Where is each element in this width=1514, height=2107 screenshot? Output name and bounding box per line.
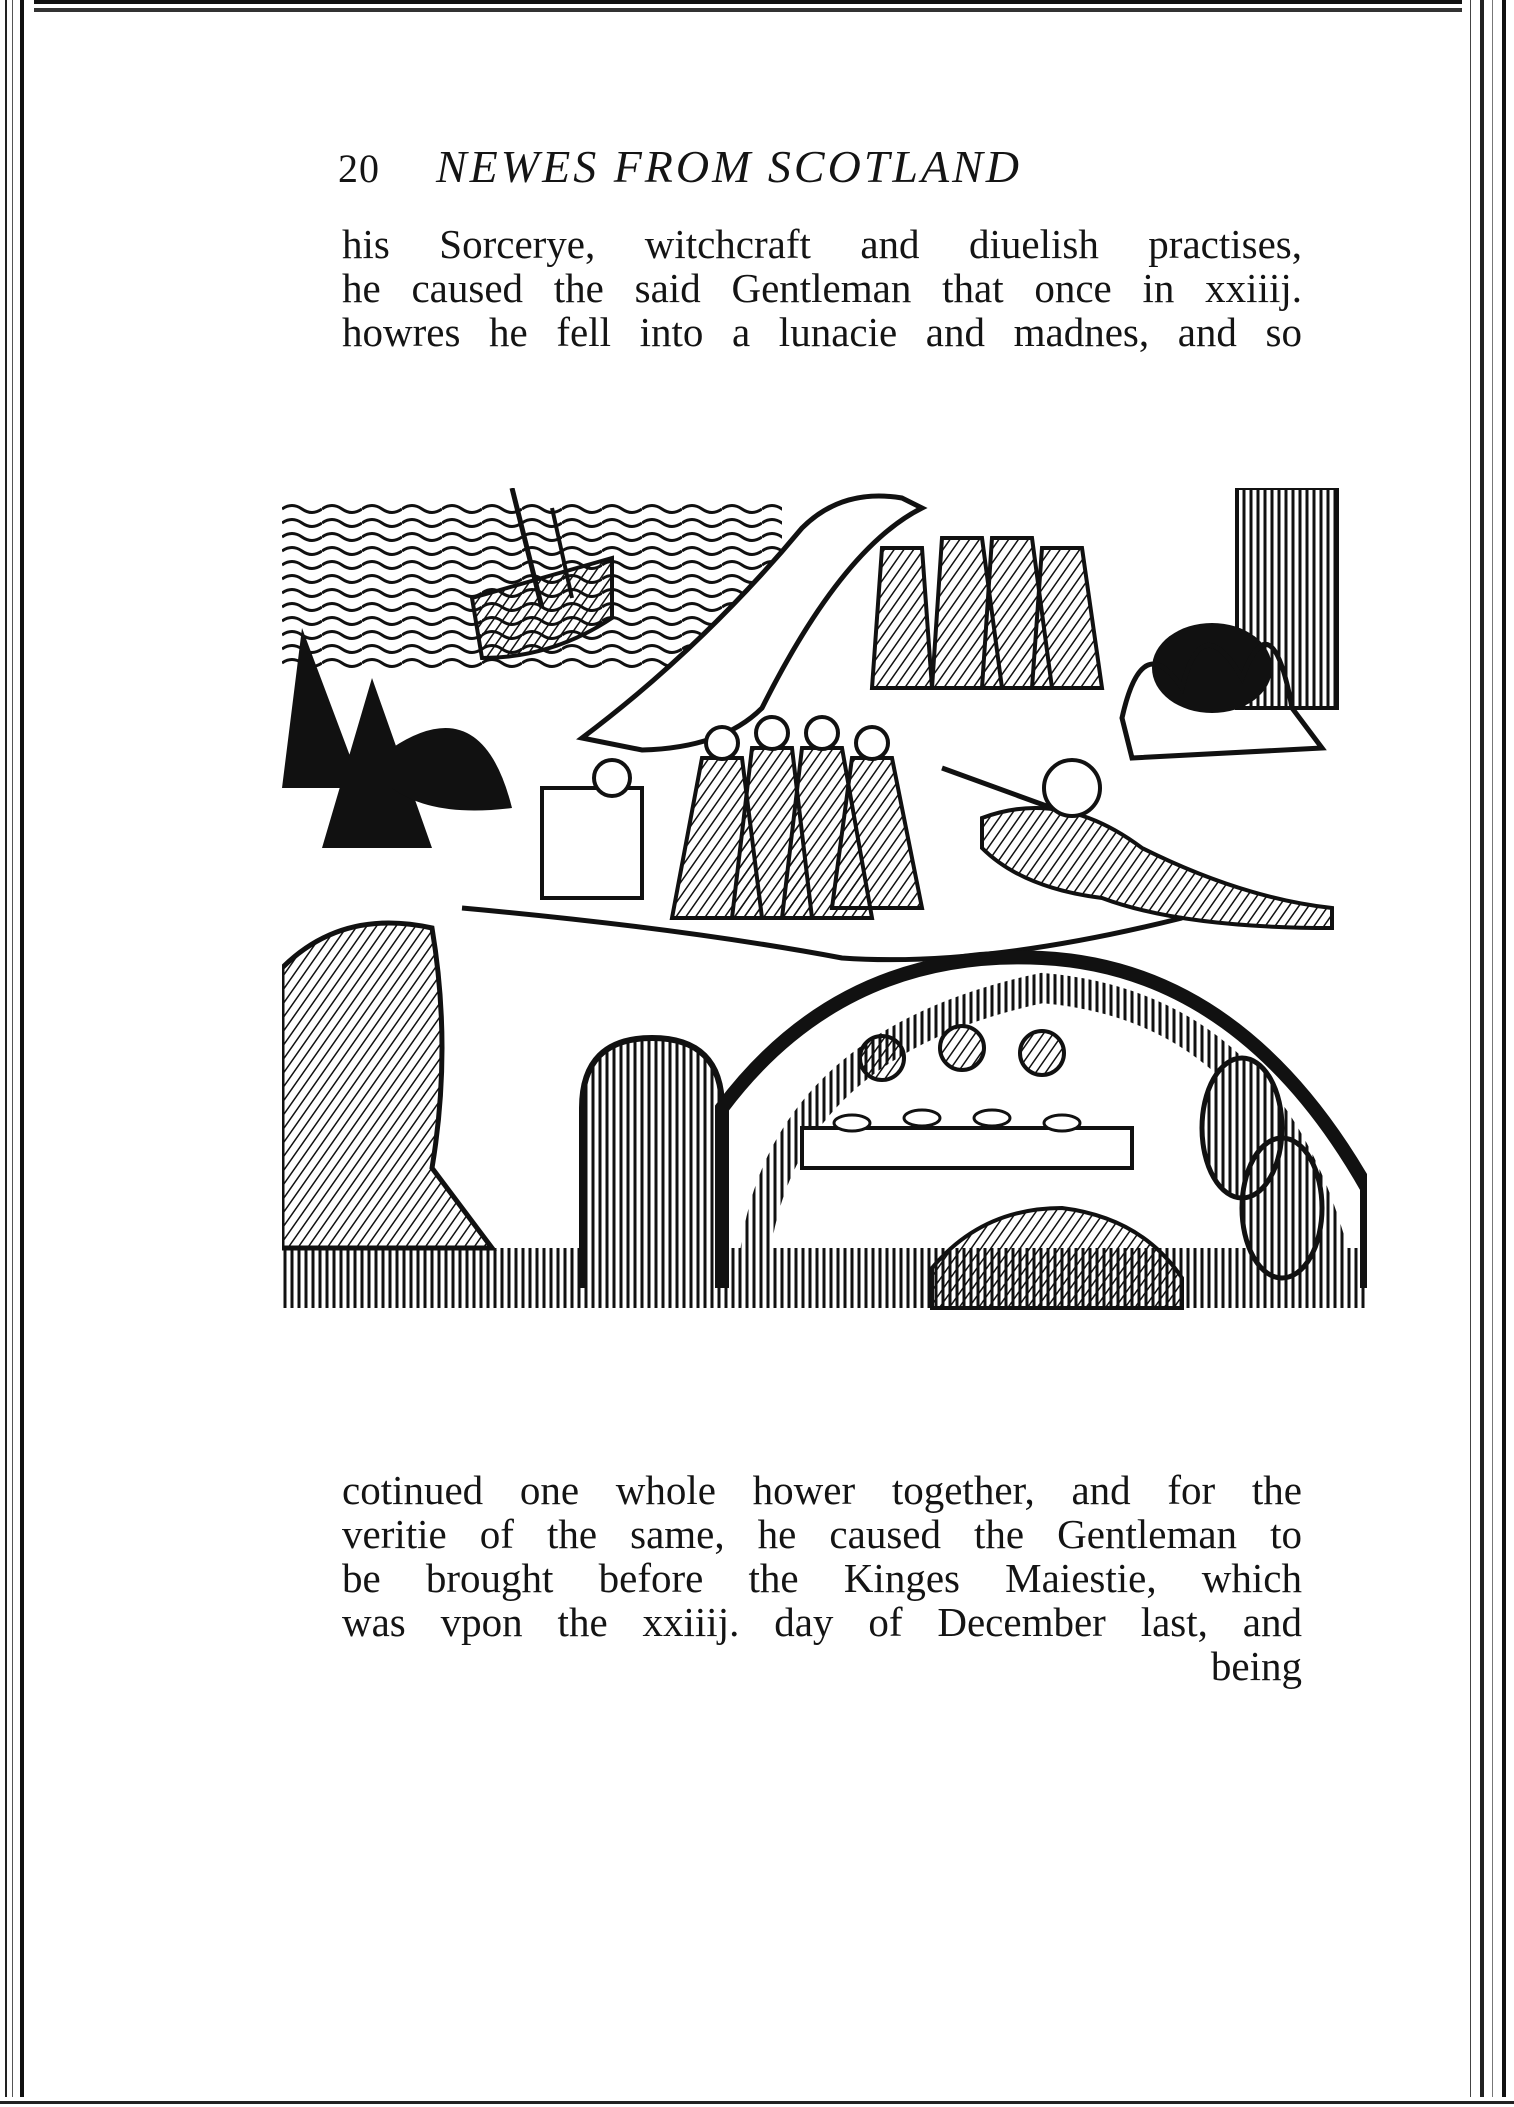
running-title: NEWES FROM SCOTLAND: [436, 141, 1022, 192]
page-edge-right: [1462, 0, 1514, 2107]
text-line: cotinued one whole hower together, and for the: [342, 1467, 1302, 1513]
text-line: was vpon the xxiiij. day of December last, and: [342, 1599, 1302, 1645]
text-line: he caused the said Gentleman that once in xxiiij.: [342, 265, 1302, 311]
text-line: his Sorcerye, witchcraft and diuelish practises,: [342, 221, 1302, 267]
text-line: be brought before the Kinges Maiestie, which: [342, 1555, 1302, 1601]
page-number: 20: [338, 146, 380, 191]
woodcut-illustration: [282, 488, 1367, 1316]
page-edge-left: [0, 0, 34, 2107]
running-header: [338, 140, 1198, 200]
woodcut-illustration-icon: [282, 488, 1367, 1316]
text-line: howres he fell into a lunacie and madnes, and so: [342, 309, 1302, 355]
catchword: being: [1210, 1643, 1302, 1689]
text-block-top: [342, 222, 1302, 354]
page-edge-bottom: [0, 2097, 1514, 2107]
page-edge-top: [0, 0, 1514, 14]
text-line: veritie of the same, he caused the Gentleman to: [342, 1511, 1302, 1557]
text-block-bottom: [342, 1468, 1302, 1688]
